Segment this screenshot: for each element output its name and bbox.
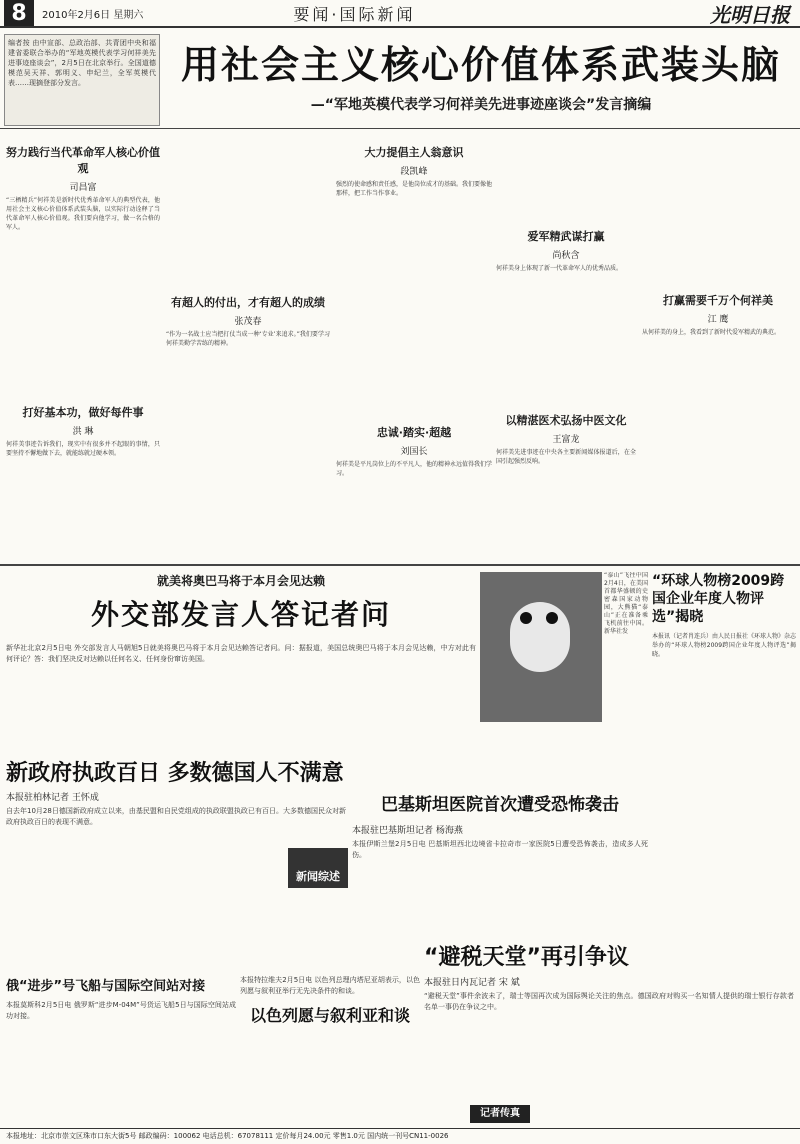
footer: 本报地址：北京市崇文区珠市口东大街5号 邮政编码：100062 电话总机：67078111 定价每月24.00元 零售1.0元 国内统一刊号CN11-0026 xyxy=(0,1128,800,1144)
obama-article: 就美将奥巴马将于本月会见达赖 外交部发言人答记者问 新华社北京2月5日电 外交部发言人马朝旭5日就美将奥巴马将于本月会见达赖答记者问。问：据报道，美国总统奥巴马将于本月会见达赖，中方对此有何评论？答：我们坚决反对达赖以任何名义、任何身份窜访美国。 xyxy=(6,574,476,663)
israel-article: 本报特拉维夫2月5日电 以色列总理内塔尼亚胡表示，以色列愿与叙利亚举行无先决条件的和谈。 以色列愿与叙利亚和谈 xyxy=(240,976,420,1025)
section-title: 要闻·国际新闻 xyxy=(293,4,416,24)
pakistan-article: 巴基斯坦医院首次遭受恐怖袭击 本报驻巴基斯坦记者 杨海燕 本报伊斯兰堡2月5日电 巴基斯坦西北边境省卡拉奇市一家医院5日遭受恐怖袭击，造成多人死伤。 xyxy=(352,795,648,859)
award-article: “环球人物榜2009跨国企业年度人物评选”揭晓 本报讯（记者肖连兵）由人民日报社《环球人物》杂志举办的“环球人物榜2009跨国企业年度人物评选”揭晓。 xyxy=(652,573,796,658)
article-8: 打赢需要千万个何祥美 江 鹰 从何祥美的身上，我看到了新时代爱军精武的典范。 xyxy=(642,294,781,336)
newspaper-logo: 光明日报 xyxy=(710,2,790,27)
lead-headline xyxy=(170,40,792,120)
lead-title: 用社会主义核心价值体系武装头脑 xyxy=(180,43,781,87)
article-5: 忠诚·踏实·超越 刘国长 何祥美是平凡岗位上的不平凡人，他的精神永远值得我们学习。 xyxy=(336,426,492,477)
panda-photo xyxy=(480,572,602,722)
article-4: 大力提倡主人翁意识 段凯峰 强烈的使命感和责任感，是他岗位成才的基础。我们要像他那样，把工作当作事业。 xyxy=(336,146,492,197)
spaceship-article: 俄“进步”号飞船与国际空间站对接 本报莫斯科2月5日电 俄罗斯“进步M-04M”号货运飞船5日与国际空间站成功对接。 xyxy=(6,979,236,1020)
article-6: 爱军精武谋打赢 尚秋含 何祥美身上体现了新一代革命军人的优秀品质。 xyxy=(496,230,623,272)
obama-title: 外交部发言人答记者问 xyxy=(90,598,391,631)
tech-label: 记者传真 xyxy=(470,1105,530,1123)
masthead xyxy=(0,0,800,28)
page-number: 8 xyxy=(4,0,34,26)
article-1: 努力践行当代革命军人核心价值观 司昌富 “三栖精兵”何祥美是新时代优秀革命军人的典型代表，他用社会主义核心价值体系武装头脑，以实际行动诠释了当代革命军人核心价值观。我们要向他学习，做一名合格的军人。 xyxy=(6,146,160,231)
article-3: 有超人的付出，才有超人的成绩 张茂春 “作为一名战士应当把打仗当成一种‘专业’来追求。”我们要学习何祥美勤学苦练的精神。 xyxy=(166,296,330,347)
news-focus-label: 新闻综述 xyxy=(288,848,348,888)
issue-date: 2010年2月6日 星期六 xyxy=(42,9,144,21)
tax-article: “避税天堂”再引争议 本报驻日内瓦记者 宋 斌 “避税天堂”事件余波未了，瑞士等国再次成为国际舆论关注的焦点。德国政府对购买一名知情人提供的瑞士银行存款者名单一事仍在争议之中。 xyxy=(424,945,794,1011)
germany-article: 新政府执政百日 多数德国人不满意 本报驻柏林记者 王怀成 自去年10月28日德国新政府成立以来，由基民盟和自民党组成的执政联盟执政已有百日。大多数德国民众对新政府执政百日的表现不满意。 xyxy=(6,761,346,826)
editor-note: 编者按 由中宣部、总政治部、共青团中央和福建省委联合举办的“军地英模代表学习何祥美先进事迹座谈会”，2月5日在北京举行。全国道德模范吴天祥、郭明义、申纪兰，全军英模代表……现摘登部分发言。 xyxy=(4,34,160,126)
article-7: 以精湛医术弘扬中医文化 王富龙 何祥美先进事迹在中央各主要新闻媒体报道后，在全国引起强烈反响。 xyxy=(496,414,636,465)
lead-subtitle: —“军地英模代表学习何祥美先进事迹座谈会”发言摘编 xyxy=(310,97,652,113)
obama-kicker: 就美将奥巴马将于本月会见达赖 xyxy=(156,574,325,588)
article-2: 打好基本功，做好每件事 洪 琳 何祥美事迹告诉我们，现实中有很多并不起眼的事情，只要坚持不懈地做下去，就能练就过硬本领。 xyxy=(6,406,160,457)
panda-caption: “泰山”飞往中国 2月4日，在美国首都华盛顿的史密森国家动物园，大熊猫“泰山”正在准备乘飞机前往中国。新华社发 xyxy=(604,572,648,635)
